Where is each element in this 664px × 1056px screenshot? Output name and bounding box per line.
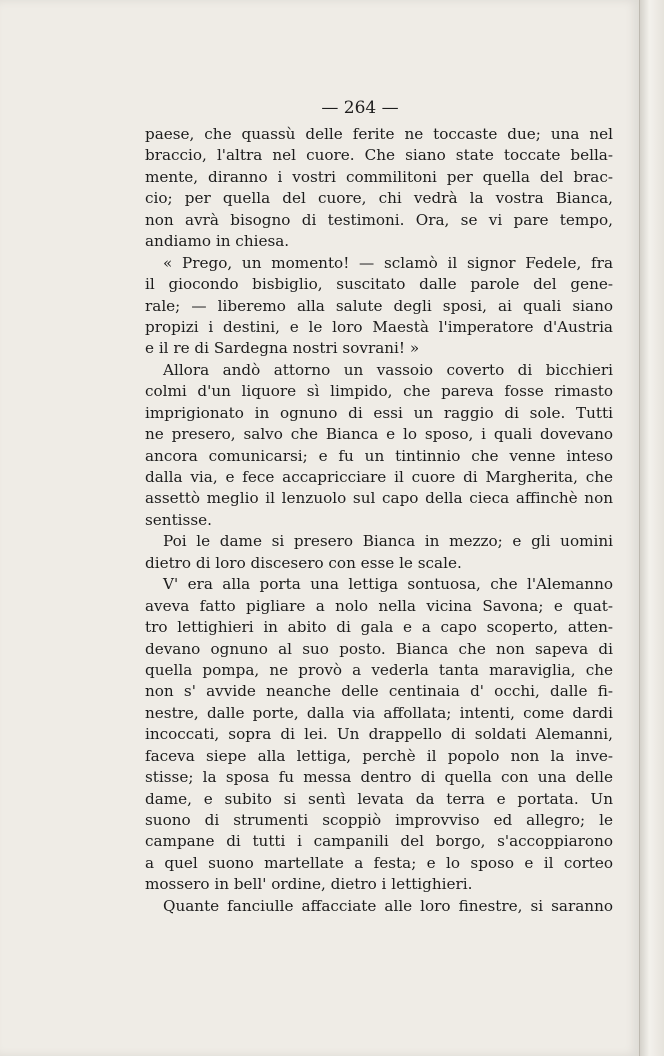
text-line: suono di strumenti scoppiò improvviso ed allegro; le bbox=[145, 811, 613, 829]
text-line: dalla via, e fece accapricciare il cuore di Margherita, che bbox=[145, 468, 613, 486]
text-line: e il re di Sardegna nostri sovrani! » bbox=[145, 339, 420, 358]
text-line: campane di tutti i campanili del borgo, s'accoppiarono bbox=[145, 832, 613, 851]
text-line: aveva fatto pigliare a nolo nella vicina Savona; e quat- bbox=[145, 596, 613, 615]
text-line: andiamo in chiesa. bbox=[145, 232, 290, 251]
text-line: a quel suono martellate a festa; e lo sposo e il corteo bbox=[145, 853, 613, 872]
text-line: devano ognuno al suo posto. Bianca che non sapeva di bbox=[145, 639, 613, 658]
text-line: colmi d'un liquore sì limpido, che pareva fosse rimasto bbox=[145, 382, 613, 401]
text-line: quella pompa, ne provò a vederla tanta maraviglia, che bbox=[145, 660, 613, 679]
body-text bbox=[145, 124, 613, 917]
text-line: ancora comunicarsi; e fu un tintinnio che venne inteso bbox=[145, 446, 613, 465]
text-line: mossero in bell' ordine, dietro i lettighieri. bbox=[145, 875, 473, 894]
text-line: propizi i destini, e le loro Maestà l'imperatore d'Austria bbox=[145, 317, 613, 336]
text-line: non avrà bisogno di testimoni. Ora, se vi pare tempo, bbox=[145, 210, 613, 229]
text-line: imprigionato in ognuno di essi un raggio di sole. Tutti bbox=[145, 403, 613, 422]
text-line: Quante fanciulle affacciate alle loro finestre, si saranno bbox=[163, 896, 613, 915]
text-line: Poi le dame si presero Bianca in mezzo; e gli uomini bbox=[163, 532, 613, 551]
text-line: sentisse. bbox=[145, 510, 212, 529]
text-line: paese, che quassù delle ferite ne toccaste due; una nel bbox=[145, 125, 613, 143]
text-line: braccio, l'altra nel cuore. Che siano state toccate bella- bbox=[145, 146, 613, 165]
text-line: nestre, dalle porte, dalla via affollata; intenti, come dardi bbox=[145, 703, 613, 722]
text-line: « Prego, un momento! — sclamò il signor Fedele, fra bbox=[163, 253, 613, 272]
text-line: il giocondo bisbiglio, suscitato dalle parole del gene- bbox=[145, 275, 613, 294]
text-line: ne presero, salvo che Bianca e lo sposo, i quali dovevano bbox=[145, 425, 613, 444]
text-line: V' era alla porta una lettiga sontuosa, che l'Alemanno bbox=[163, 575, 613, 594]
text-line: non s' avvide neanche delle centinaia d' occhi, dalle fi- bbox=[145, 682, 613, 701]
text-line: rale; — liberemo alla salute degli sposi, ai quali siano bbox=[145, 296, 613, 315]
text-line: mente, diranno i vostri commilitoni per quella del brac- bbox=[145, 167, 613, 186]
text-line: cio; per quella del cuore, chi vedrà la vostra Bianca, bbox=[145, 189, 613, 208]
text-line: assettò meglio il lenzuolo sul capo della cieca affinchè non bbox=[145, 489, 613, 508]
text-line: stisse; la sposa fu messa dentro di quella con una delle bbox=[145, 768, 613, 787]
text-line: faceva siepe alla lettiga, perchè il popolo non la inve- bbox=[145, 746, 613, 765]
text-line: dietro di loro discesero con esse le scale. bbox=[145, 553, 462, 572]
text-line: Allora andò attorno un vassoio coverto di bicchieri bbox=[163, 360, 613, 379]
page-edge bbox=[639, 0, 664, 1056]
page-number: — 264 — bbox=[321, 98, 399, 118]
text-line: dame, e subito si sentì levata da terra e portata. Un bbox=[145, 789, 613, 808]
text-line: incoccati, sopra di lei. Un drappello di soldati Alemanni, bbox=[145, 725, 613, 744]
text-line: tro lettighieri in abito di gala e a capo scoperto, atten- bbox=[145, 618, 613, 637]
